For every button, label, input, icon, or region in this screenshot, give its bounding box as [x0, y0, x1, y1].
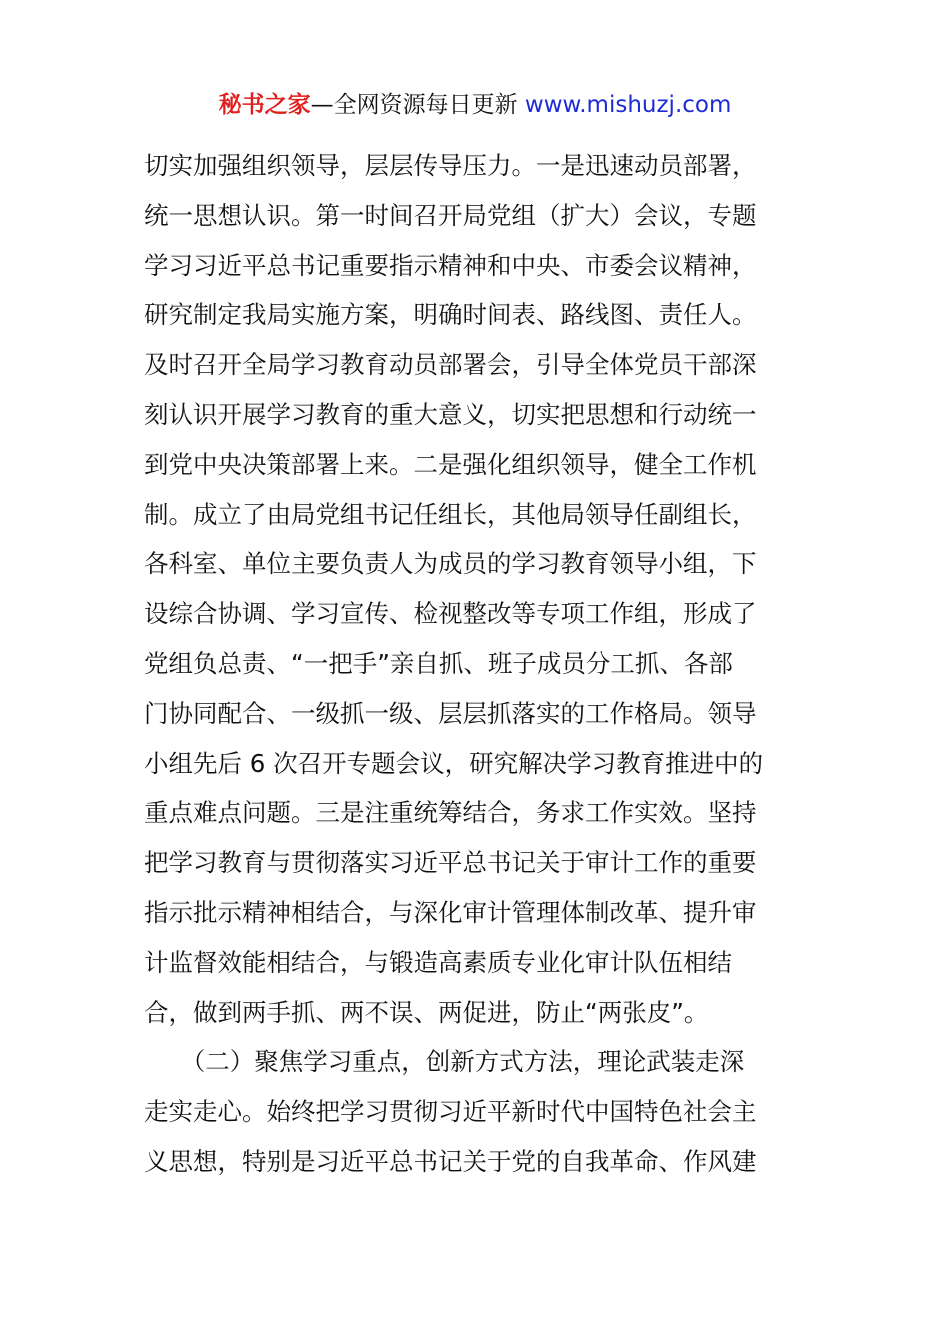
text-line: 党组负总责、“一把手”亲自抓、班子成员分工抓、各部 [144, 648, 733, 678]
text-line: 到党中央决策部署上来。二是强化组织领导，健全工作机 [144, 449, 757, 479]
text-line: 门协同配合、一级抓一级、层层抓落实的工作格局。领导 [144, 698, 757, 728]
brand-name: 秘书之家 [218, 92, 311, 118]
text-line: 刻认识开展学习教育的重大意义，切实把思想和行动统一 [144, 399, 757, 429]
text-line: 制。成立了由局党组书记任组长，其他局领导任副组长， [144, 499, 757, 529]
website-url[interactable]: www.mishuzj.com [524, 92, 732, 118]
text-line: 指示批示精神相结合，与深化审计管理体制改革、提升审 [144, 897, 757, 927]
document-body [144, 146, 824, 1192]
text-line: 各科室、单位主要负责人为成员的学习教育领导小组，下 [144, 549, 757, 579]
page-header [0, 88, 950, 122]
text-line: 合，做到两手抓、两不误、两促进，防止“两张皮”。 [144, 997, 709, 1027]
text-line: 研究制定我局实施方案，明确时间表、路线图、责任人。 [144, 300, 757, 330]
text-line: 重点难点问题。三是注重统筹结合，务求工作实效。坚持 [144, 798, 757, 828]
text-line: （二）聚焦学习重点，创新方式方法，理论武装走深 [144, 1047, 745, 1077]
text-line: 小组先后 6 次召开专题会议，研究解决学习教育推进中的 [144, 748, 764, 778]
text-line: 及时召开全局学习教育动员部署会，引导全体党员干部深 [144, 350, 757, 380]
header-tagline: —全网资源每日更新 [310, 92, 518, 118]
text-line: 把学习教育与贯彻落实习近平总书记关于审计工作的重要 [144, 848, 757, 878]
text-line: 义思想，特别是习近平总书记关于党的自我革命、作风建 [144, 1146, 757, 1176]
text-line: 切实加强组织领导，层层传导压力。一是迅速动员部署， [144, 151, 757, 180]
text-line: 学习习近平总书记重要指示精神和中央、市委会议精神， [144, 250, 757, 280]
text-line: 走实走心。始终把学习贯彻习近平新时代中国特色社会主 [144, 1097, 757, 1127]
text-line: 统一思想认识。第一时间召开局党组（扩大）会议，专题 [144, 200, 757, 230]
text-line: 计监督效能相结合，与锻造高素质专业化审计队伍相结 [144, 947, 732, 977]
text-line: 设综合协调、学习宣传、检视整改等专项工作组，形成了 [144, 599, 757, 629]
